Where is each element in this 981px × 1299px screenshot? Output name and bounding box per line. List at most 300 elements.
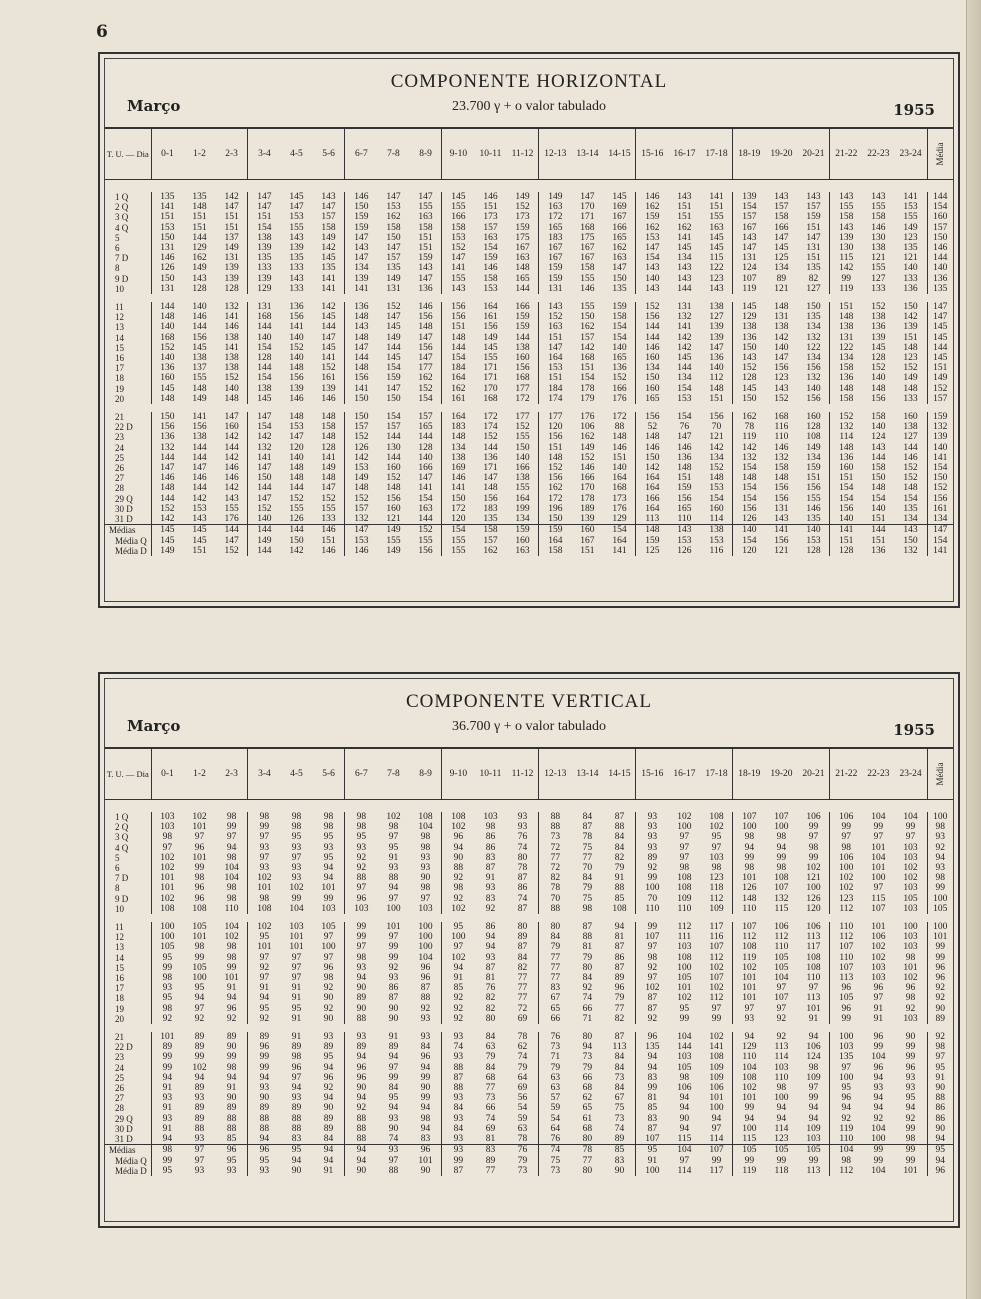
hourly-value: 91 (873, 1003, 884, 1014)
daily-mean-value: 145 (927, 353, 953, 363)
hourly-value: 133 (321, 514, 336, 525)
hourly-value: 98 (905, 1134, 916, 1145)
hourly-value: 147 (774, 353, 789, 364)
hourly-value: 178 (580, 493, 595, 504)
hourly-value: 148 (151, 394, 183, 404)
hourly-value: 93 (345, 1032, 377, 1042)
hourly-value: 89 (345, 993, 377, 1003)
day-label: 5 (115, 852, 120, 863)
hourly-value: 126 (733, 514, 765, 525)
hourly-value: 165 (515, 273, 530, 284)
hourly-value: 141 (151, 202, 183, 212)
hourly-value: 99 (808, 852, 819, 863)
hourly-value: 61 (582, 1113, 593, 1124)
hourly-value: 90 (323, 993, 334, 1004)
hourly-value: 142 (903, 312, 918, 323)
hourly-value: 91 (226, 983, 237, 994)
hourly-value: 93 (517, 812, 528, 822)
day-label: 26 (115, 1083, 124, 1094)
hourly-value: 83 (291, 1134, 302, 1145)
hourly-value: 159 (539, 274, 571, 284)
hourly-value: 93 (291, 873, 302, 884)
summary-value: 128 (830, 546, 862, 556)
hourly-value: 82 (517, 962, 528, 973)
hourly-value: 83 (636, 1073, 668, 1083)
hourly-value: 152 (515, 202, 530, 213)
summary-value: 155 (442, 546, 474, 556)
hourly-value: 136 (151, 432, 183, 442)
hourly-value: 100 (677, 962, 692, 973)
hourly-value: 97 (442, 942, 474, 952)
hourly-value: 148 (442, 432, 474, 442)
hourly-value: 101 (248, 942, 280, 952)
hourly-value: 83 (420, 1134, 431, 1145)
hourly-value: 90 (420, 873, 431, 884)
day-label: 16 (115, 353, 124, 364)
hourly-value: 152 (224, 373, 239, 384)
hourly-value: 152 (871, 302, 886, 313)
hourly-value: 147 (248, 412, 280, 422)
hourly-value: 154 (442, 353, 474, 363)
hourly-value: 103 (903, 852, 918, 863)
hourly-value: 94 (226, 1072, 237, 1083)
hourly-value: 79 (614, 863, 625, 874)
hourly-value: 143 (192, 514, 207, 525)
hourly-value: 146 (636, 192, 668, 202)
hourly-value: 140 (709, 363, 724, 374)
summary-value: 75 (539, 1156, 571, 1166)
summary-value: 95 (151, 1166, 183, 1176)
hourly-value: 100 (386, 903, 401, 914)
hour-column-header: 18-19 (733, 749, 765, 800)
hourly-value: 102 (192, 1062, 207, 1073)
hourly-value: 146 (345, 192, 377, 202)
hourly-value: 110 (774, 1072, 789, 1083)
hourly-value: 89 (194, 1103, 205, 1114)
day-label: 19 (115, 383, 124, 394)
hourly-value: 102 (830, 873, 862, 883)
daily-mean-value: 99 (927, 942, 953, 952)
hourly-value: 93 (151, 983, 183, 993)
hourly-value: 84 (614, 842, 625, 853)
hourly-value: 67 (614, 1093, 625, 1104)
hourly-value: 152 (483, 432, 498, 443)
hourly-value: 138 (224, 332, 239, 343)
summary-value: 91 (323, 1165, 334, 1176)
hourly-value: 69 (517, 1083, 528, 1094)
hourly-value: 83 (485, 893, 496, 904)
hourly-value: 149 (321, 463, 336, 474)
hourly-value: 154 (612, 322, 627, 333)
hourly-value: 110 (677, 903, 692, 914)
hourly-value: 138 (192, 353, 207, 364)
hourly-value: 92 (636, 1014, 668, 1024)
hourly-value: 94 (582, 1042, 593, 1053)
summary-value: 114 (677, 1165, 692, 1176)
hourly-value: 149 (386, 273, 401, 284)
hourly-value: 151 (830, 473, 862, 483)
hourly-value: 140 (289, 452, 304, 463)
hourly-value: 81 (485, 973, 496, 984)
hourly-value: 135 (151, 192, 183, 202)
hourly-value: 150 (386, 393, 401, 404)
hourly-value: 94 (679, 1123, 690, 1134)
hourly-value: 94 (388, 1103, 399, 1114)
hourly-value: 154 (733, 483, 765, 493)
hourly-value: 151 (677, 473, 692, 484)
hourly-value: 169 (612, 202, 627, 213)
hourly-value: 91 (808, 1013, 819, 1024)
hourly-value: 82 (614, 1013, 625, 1024)
hourly-value: 133 (248, 263, 280, 273)
hourly-value: 97 (226, 832, 237, 843)
hourly-value: 108 (442, 812, 474, 822)
hourly-value: 129 (248, 284, 280, 294)
table-title: COMPONENTE VERTICAL (405, 691, 653, 712)
hourly-value: 120 (806, 903, 821, 914)
summary-value: 150 (903, 535, 918, 546)
table-row (105, 1004, 953, 1014)
day-label: 8 (115, 263, 120, 274)
hourly-value: 99 (636, 1083, 668, 1093)
hourly-value: 151 (709, 202, 724, 213)
hourly-value: 158 (386, 222, 401, 233)
hourly-value: 163 (612, 253, 627, 264)
hourly-value: 157 (483, 222, 498, 233)
hourly-value: 104 (418, 952, 433, 963)
hourly-value: 143 (677, 192, 692, 202)
hourly-value: 107 (871, 903, 886, 914)
hourly-value: 156 (345, 373, 377, 383)
hourly-value: 152 (830, 412, 862, 422)
hourly-value: 119 (733, 284, 765, 294)
hourly-value: 104 (289, 903, 304, 914)
day-label: 4 Q (115, 222, 129, 233)
hourly-value: 89 (248, 1103, 280, 1113)
hourly-value: 140 (612, 463, 627, 474)
hourly-value: 140 (192, 302, 207, 313)
hourly-value: 94 (194, 1072, 205, 1083)
hourly-value: 156 (418, 312, 433, 323)
table-row (105, 812, 953, 822)
hour-column-header: 20-21 (798, 749, 830, 800)
hourly-value: 139 (248, 274, 280, 284)
hourly-value: 149 (192, 393, 207, 404)
hourly-value: 88 (226, 1123, 237, 1134)
hourly-value: 89 (248, 1032, 280, 1042)
hourly-value: 101 (151, 1032, 183, 1042)
hourly-value: 148 (903, 483, 918, 494)
hourly-value: 145 (733, 384, 765, 394)
hourly-value: 144 (386, 342, 401, 353)
hourly-value: 107 (830, 942, 862, 952)
hourly-value: 178 (580, 383, 595, 394)
hourly-value: 148 (321, 432, 336, 443)
hourly-value: 77 (539, 853, 571, 863)
table-row (105, 993, 953, 1003)
hourly-value: 97 (808, 832, 819, 843)
hourly-value: 147 (224, 412, 239, 423)
hourly-value: 146 (224, 322, 239, 333)
hourly-value: 160 (903, 412, 918, 423)
summary-value: 97 (679, 1155, 690, 1166)
summary-value: 93 (194, 1165, 205, 1176)
hourly-value: 99 (733, 853, 765, 863)
hourly-value: 77 (517, 973, 528, 984)
hourly-value: 93 (636, 832, 668, 842)
hourly-value: 121 (709, 432, 724, 443)
data-table-container (105, 747, 953, 1221)
hourly-value: 128 (806, 422, 821, 433)
hourly-value: 93 (485, 952, 496, 963)
hourly-value: 139 (709, 322, 724, 333)
hourly-value: 148 (345, 363, 377, 373)
hourly-value: 119 (830, 1124, 862, 1134)
hourly-value: 152 (151, 504, 183, 514)
table-row (105, 1014, 953, 1024)
summary-value: 163 (515, 545, 530, 556)
hourly-value: 73 (582, 1052, 593, 1063)
day-label: 13 (115, 942, 124, 953)
hourly-value: 149 (903, 222, 918, 233)
summary-value: 97 (183, 1145, 215, 1156)
hourly-value: 101 (871, 842, 886, 853)
hourly-value: 63 (485, 1042, 496, 1053)
summary-mean-value: 147 (927, 525, 953, 536)
hourly-value: 152 (709, 463, 724, 474)
hourly-value: 106 (830, 853, 862, 863)
hourly-value: 94 (194, 993, 205, 1004)
hourly-value: 98 (248, 894, 280, 904)
hourly-value: 83 (636, 1114, 668, 1124)
hourly-value: 155 (903, 212, 918, 223)
daily-mean-value: 140 (927, 443, 953, 453)
summary-value: 144 (862, 525, 894, 536)
hourly-value: 88 (345, 1014, 377, 1024)
hourly-value: 107 (733, 274, 765, 284)
hourly-value: 91 (291, 993, 302, 1004)
hourly-value: 103 (774, 1062, 789, 1073)
hourly-value: 97 (636, 973, 668, 983)
hourly-value: 147 (709, 342, 724, 353)
hourly-value: 89 (291, 1042, 302, 1053)
hourly-value: 147 (248, 463, 280, 473)
day-label: 18 (115, 993, 124, 1004)
hourly-value: 199 (515, 503, 530, 514)
hourly-value: 88 (248, 1114, 280, 1124)
hourly-value: 163 (483, 232, 498, 243)
hourly-value: 87 (485, 962, 496, 973)
hourly-value: 154 (830, 483, 862, 493)
hourly-value: 146 (483, 263, 498, 274)
hourly-value: 97 (388, 832, 399, 843)
hourly-value: 110 (830, 1134, 862, 1145)
hourly-value: 102 (709, 822, 724, 833)
summary-value: 90 (614, 1165, 625, 1176)
hourly-value: 93 (442, 1032, 474, 1042)
hourly-value: 147 (806, 232, 821, 243)
hourly-value: 56 (517, 1093, 528, 1104)
summary-value: 151 (321, 535, 336, 546)
hourly-value: 102 (677, 812, 692, 822)
hourly-value: 106 (806, 1042, 821, 1053)
daily-mean-value: 96 (927, 963, 953, 973)
hourly-value: 99 (905, 1042, 916, 1053)
hourly-value: 153 (345, 463, 377, 473)
table-row (105, 333, 953, 343)
hourly-value: 97 (711, 1123, 722, 1134)
hourly-value: 94 (905, 1103, 916, 1114)
day-label: 22 D (115, 422, 133, 433)
hourly-value: 104 (871, 852, 886, 863)
hourly-value: 98 (151, 832, 183, 842)
hourly-value: 103 (677, 1052, 692, 1063)
table-row (105, 843, 953, 853)
daily-mean-value: 95 (927, 1063, 953, 1073)
hourly-value: 148 (321, 412, 336, 423)
summary-value: 88 (388, 1165, 399, 1176)
hourly-value: 121 (903, 253, 918, 264)
hourly-value: 94 (485, 932, 496, 943)
hourly-value: 79 (539, 1063, 571, 1073)
hourly-value: 94 (226, 842, 237, 853)
hourly-value: 156 (806, 483, 821, 494)
hourly-value: 98 (151, 973, 183, 983)
hour-column-header: 16-17 (668, 749, 700, 800)
hourly-value: 151 (151, 212, 183, 222)
hourly-value: 98 (636, 953, 668, 963)
hourly-value: 90 (345, 1004, 377, 1014)
summary-value: 149 (151, 546, 183, 556)
hourly-value: 74 (582, 993, 593, 1004)
hourly-value: 88 (345, 1124, 377, 1134)
hourly-value: 90 (905, 1032, 916, 1043)
hourly-value: 74 (485, 1113, 496, 1124)
table-row (105, 343, 953, 353)
hourly-value: 148 (871, 383, 886, 394)
hourly-value: 128 (733, 373, 765, 383)
hourly-value: 104 (418, 822, 433, 833)
hourly-value: 176 (612, 503, 627, 514)
hourly-value: 162 (612, 243, 627, 254)
hour-column-header: 17-18 (701, 129, 733, 180)
hourly-value: 150 (151, 233, 183, 243)
hourly-value: 96 (345, 1063, 377, 1073)
hourly-value: 144 (386, 452, 401, 463)
summary-value: 149 (386, 545, 401, 556)
hourly-value: 98 (291, 822, 302, 833)
hourly-value: 154 (580, 373, 595, 384)
hourly-value: 96 (226, 1003, 237, 1014)
hourly-value: 148 (192, 202, 207, 213)
hourly-value: 106 (677, 1083, 692, 1094)
hourly-value: 172 (442, 504, 474, 514)
hourly-value: 135 (830, 1052, 862, 1062)
summary-value: 101 (418, 1155, 433, 1166)
summary-value: 143 (668, 525, 700, 536)
summary-value: 99 (711, 1155, 722, 1166)
hourly-value: 100 (830, 1073, 862, 1083)
summary-value: 107 (701, 1145, 733, 1156)
hourly-value: 158 (830, 363, 862, 373)
hourly-value: 154 (733, 494, 765, 504)
hourly-value: 165 (677, 503, 692, 514)
hourly-value: 70 (636, 894, 668, 904)
summary-value: 93 (248, 1166, 280, 1176)
hourly-value: 112 (709, 373, 724, 384)
hourly-value: 157 (806, 202, 821, 213)
hourly-value: 160 (806, 412, 821, 423)
hour-column-header: 23-24 (895, 129, 927, 180)
hourly-value: 101 (677, 983, 692, 994)
hourly-value: 147 (248, 202, 280, 212)
hourly-value: 90 (388, 1123, 399, 1134)
hourly-value: 147 (733, 243, 765, 253)
hourly-value: 144 (345, 353, 377, 363)
hourly-value: 141 (321, 283, 336, 294)
hourly-value: 128 (418, 442, 433, 453)
hourly-value: 148 (321, 473, 336, 484)
hourly-value: 98 (420, 883, 431, 894)
hourly-value: 176 (612, 393, 627, 404)
hourly-value: 139 (709, 332, 724, 343)
hourly-value: 101 (151, 873, 183, 883)
hourly-value: 155 (321, 503, 336, 514)
hourly-value: 141 (321, 353, 336, 364)
hourly-value: 166 (612, 222, 627, 233)
hourly-value: 95 (323, 852, 334, 863)
hourly-value: 89 (194, 1113, 205, 1124)
page-binding-edge (966, 0, 981, 1299)
daily-mean-value: 139 (927, 432, 953, 442)
hourly-value: 102 (830, 883, 862, 893)
hourly-value: 98 (226, 942, 237, 953)
hourly-value: 137 (192, 363, 207, 374)
hourly-value: 148 (224, 393, 239, 404)
hourly-value: 136 (830, 453, 862, 463)
hourly-value: 119 (733, 953, 765, 963)
hour-column-header: 3-4 (248, 129, 280, 180)
hourly-value: 80 (485, 1013, 496, 1024)
hourly-value: 87 (517, 873, 528, 884)
hour-column-header: 1-2 (183, 129, 215, 180)
hourly-value: 152 (903, 363, 918, 374)
hourly-value: 132 (830, 422, 862, 432)
hourly-value: 163 (709, 222, 724, 233)
hourly-value: 138 (515, 342, 530, 353)
hourly-value: 131 (830, 333, 862, 343)
hour-column-header: 11-12 (507, 129, 539, 180)
daily-mean-value: 86 (927, 1114, 953, 1124)
hourly-value: 136 (151, 363, 183, 373)
hourly-value: 140 (248, 514, 280, 525)
table-row (105, 504, 953, 514)
hourly-value: 141 (224, 312, 239, 323)
hourly-value: 85 (442, 983, 474, 993)
hourly-value: 143 (289, 273, 304, 284)
hourly-value: 151 (612, 452, 627, 463)
hourly-value: 105 (192, 922, 207, 933)
hourly-value: 148 (345, 483, 377, 493)
hourly-value: 151 (539, 443, 571, 453)
hourly-value: 110 (733, 904, 765, 914)
hourly-value: 99 (248, 1052, 280, 1062)
table-row (105, 192, 953, 202)
hourly-value: 142 (224, 192, 239, 202)
hourly-value: 97 (873, 993, 884, 1004)
hourly-value: 98 (194, 873, 205, 884)
hourly-value: 87 (614, 962, 625, 973)
